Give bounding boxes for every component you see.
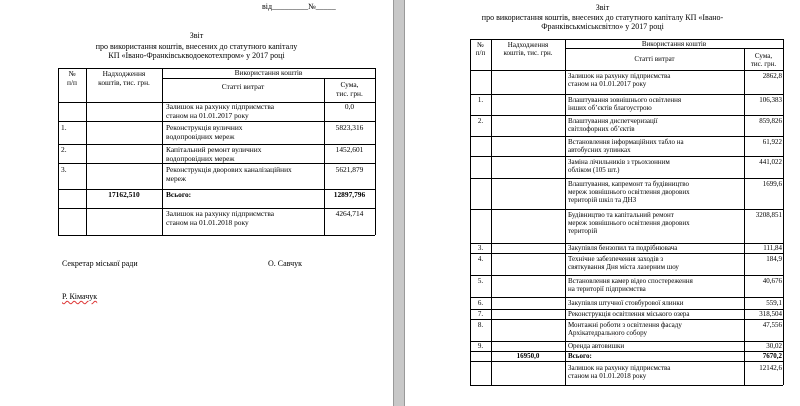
table-row-item: Закупівля штучної стовбурової ялинки bbox=[568, 299, 684, 307]
table-row-num: 1. bbox=[61, 124, 67, 132]
table-row-item: Заміна лічильників з трьохзонним обліком (105 шт.) bbox=[568, 158, 670, 174]
table-row-sum: 40,676 bbox=[762, 277, 782, 285]
table-row-item: Влаштування, капремонт та будівництво мереж зовнішнього освітлення дворових територій шкіл та ДНЗ bbox=[568, 180, 690, 204]
table-row-item: Реконструкція освітлення міського озера bbox=[568, 310, 690, 318]
table-row-num: 7. bbox=[477, 310, 484, 318]
report-subtitle: про використання коштів, внесених до статутного капіталу КП «Івано- bbox=[481, 13, 724, 22]
col-header-receipts: Надходження коштів, тис. грн. bbox=[98, 70, 150, 87]
col-header-usage: Використання коштів bbox=[641, 40, 707, 48]
table-row-sum: 5823,316 bbox=[335, 124, 364, 132]
table-row-sum: 441,022 bbox=[759, 158, 782, 166]
table-row-num: 5. bbox=[477, 277, 484, 285]
table-row-sum: 184,9 bbox=[766, 255, 782, 263]
balance-sum: 4264,714 bbox=[335, 210, 364, 218]
table-row-sum: 318,504 bbox=[759, 310, 782, 318]
report-subtitle-company: Франківськміськсвітло» у 2017 році bbox=[541, 22, 664, 31]
document-page-left bbox=[0, 0, 393, 406]
report-title: Звіт bbox=[595, 3, 610, 12]
table-row-item: Влаштування зовнішнього освітлення інших об’єктів благоустрою bbox=[568, 96, 682, 112]
table-row-num: 8. bbox=[477, 321, 484, 329]
table-row-sum: 859,826 bbox=[759, 117, 782, 125]
executor-name: Р. Кімачук bbox=[62, 292, 98, 301]
table-row-sum: 1452,601 bbox=[335, 146, 364, 154]
table-row-item: Капітальний ремонт вуличних водопровідних мереж bbox=[166, 146, 262, 163]
table-row-num: 2. bbox=[477, 117, 484, 125]
col-header-usage: Використання коштів bbox=[234, 69, 303, 77]
table-row-item: Залишок на рахунку підприємства станом на 01.01.2017 року bbox=[166, 103, 275, 120]
report-title: Звіт bbox=[189, 31, 204, 40]
table-row-item: Оренда автовишки bbox=[568, 342, 625, 350]
total-sum: 7670,2 bbox=[762, 352, 782, 360]
table-row-num: 6. bbox=[477, 299, 484, 307]
total-sum: 12897,796 bbox=[333, 191, 366, 199]
table-row-sum: 0,0 bbox=[344, 103, 355, 111]
total-label: Всього: bbox=[166, 191, 192, 199]
secretary-label: Секретар міської ради bbox=[62, 259, 138, 268]
table-row-item: Технічне забезпечення заходів з святкування Дня міста лазерним шоу bbox=[568, 255, 679, 271]
table-row-sum: 61,922 bbox=[762, 138, 782, 146]
balance-item: Залишок на рахунку підприємства станом на 01.01.2018 року bbox=[568, 364, 671, 380]
table-row-sum: 47,556 bbox=[762, 321, 782, 329]
table-row-item: Реконструкція дворових каналізаційних мереж bbox=[166, 166, 292, 183]
total-label: Всього: bbox=[568, 352, 592, 360]
col-header-receipts: Надходження коштів, тис. грн. bbox=[503, 41, 553, 57]
report-subtitle: про використання коштів, внесених до статутного капіталу bbox=[95, 42, 298, 51]
table-row-sum: 559,1 bbox=[766, 299, 782, 307]
col-header-items: Статті витрат bbox=[221, 83, 265, 91]
table-row-item: Монтажні роботи з освітлення фасаду Архікатедрального собору bbox=[568, 321, 682, 337]
col-header-items: Статті витрат bbox=[634, 55, 675, 63]
table-row-item: Реконструкція вуличних водопровідних мереж bbox=[166, 124, 243, 141]
table-row-item: Встановлення інформаційних табло на автобусних зупинках bbox=[568, 138, 684, 154]
table-row-item: Закупівля бензопил та подрібнювача bbox=[568, 244, 678, 252]
balance-item: Залишок на рахунку підприємства станом на 01.01.2018 року bbox=[166, 210, 275, 227]
col-header-num: № п/п bbox=[67, 70, 77, 87]
col-header-sum: Сума, тис. грн. bbox=[336, 81, 363, 98]
table-row-sum: 106,383 bbox=[759, 96, 782, 104]
col-header-sum: Сума, тис. грн. bbox=[750, 52, 777, 68]
table-row-sum: 30,02 bbox=[766, 342, 782, 350]
total-receipts: 16950,0 bbox=[516, 352, 540, 360]
table-row-sum: 1699,6 bbox=[762, 180, 782, 188]
balance-sum: 12142,6 bbox=[759, 364, 782, 372]
page-gutter bbox=[393, 0, 405, 406]
table-row-sum: 5621,879 bbox=[335, 166, 364, 174]
table-row-item: Влаштування диспетчеризації світлофорних об’єктів bbox=[568, 117, 658, 133]
table-row-num: 4. bbox=[477, 255, 484, 263]
total-receipts: 17162,510 bbox=[108, 191, 140, 199]
table-row-item: Залишок на рахунку підприємства станом на 01.01.2017 року bbox=[568, 72, 671, 88]
secretary-name: О. Савчук bbox=[268, 259, 303, 268]
table-row-sum: 3208,851 bbox=[755, 211, 782, 219]
table-row-num: 3. bbox=[61, 166, 67, 174]
table-row-num: 2. bbox=[61, 146, 67, 154]
table-row-num: 1. bbox=[477, 96, 484, 104]
date-number-line: від_________№_____ bbox=[262, 2, 336, 11]
document-page-right bbox=[405, 0, 800, 406]
table-row-num: 9. bbox=[477, 342, 484, 350]
table-row-sum: 2862,8 bbox=[762, 72, 782, 80]
table-row-sum: 111,84 bbox=[763, 244, 782, 252]
col-header-num: № п/п bbox=[475, 41, 486, 57]
report-subtitle-company: КП «Івано-Франківськводоекотехпром» у 2017 році bbox=[108, 51, 285, 60]
table-row-num: 3. bbox=[477, 244, 484, 252]
table-row-item: Встановлення камер відео спостереження на території підприємства bbox=[568, 277, 693, 293]
table-row-item: Будівництво та капітальний ремонт мереж зовнішнього освітлення дворових територій bbox=[568, 211, 690, 235]
